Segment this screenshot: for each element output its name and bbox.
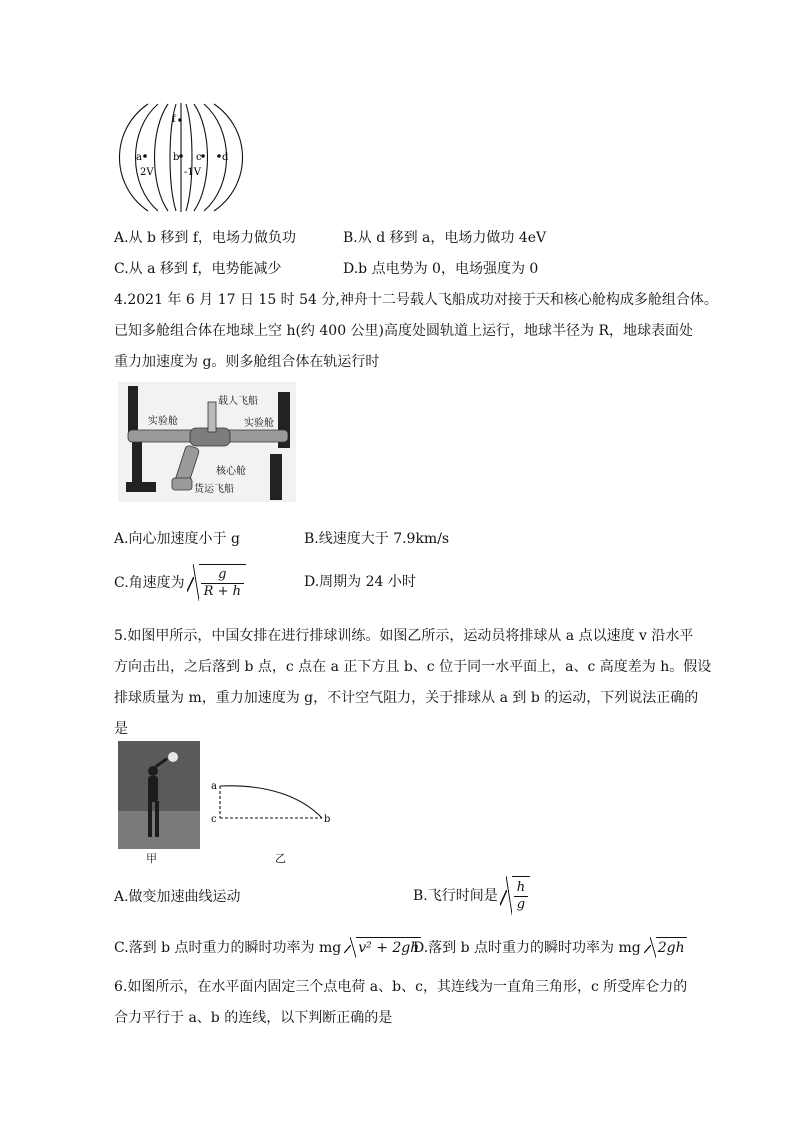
q4-stem-line-1: 4.2021 年 6 月 17 日 15 时 54 分,神舟十二号载人飞船成功对接于天和核心舱构成多舱组合体。: [114, 292, 718, 308]
label-c: c: [211, 814, 217, 825]
q5-b-denominator: g: [516, 896, 526, 912]
q5-stem-line-3: 排球质量为 m，重力加速度为 g，不计空气阻力，关于排球从 a 到 b 的运动，下列说法正确的: [114, 690, 699, 706]
point-a: [143, 154, 147, 158]
q5-option-c-prefix: C.落到 b 点时重力的瞬时功率为 mg: [114, 939, 342, 956]
point-b: [179, 154, 183, 158]
q6-stem-line-1: 6.如图所示，在水平面内固定三个点电荷 a、b、c，其连线为一直角三角形，c 所受库仑力的: [114, 979, 688, 995]
q5-option-d: [413, 937, 687, 958]
label-crew-ship: 载人飞船: [218, 396, 258, 407]
space-station-photo: [118, 382, 296, 502]
q4-option-d: D.周期为 24 小时: [304, 574, 416, 590]
point-c: [201, 154, 205, 158]
q4-c-numerator: g: [201, 567, 244, 584]
q5-option-a: A.做变加速曲线运动: [114, 889, 241, 905]
q3-option-b: B.从 d 移到 a，电场力做功 4eV: [343, 230, 547, 246]
q5-stem-line-2: 方向击出，之后落到 b 点，c 点在 a 正下方且 b、c 位于同一水平面上，a、c 高度差为 h。假设: [114, 659, 712, 675]
point-d: [217, 154, 221, 158]
q4-c-denominator: R + h: [203, 583, 241, 599]
volleyball-photo: [118, 741, 200, 849]
q5-option-b-prefix: B.飞行时间是: [413, 887, 498, 904]
label-c: c: [196, 152, 202, 163]
label-f: f: [172, 114, 176, 125]
caption-yi: 乙: [275, 852, 286, 865]
q5-c-radicand: v² + 2gh: [356, 937, 421, 958]
label-b: b: [173, 152, 180, 163]
field-diagram: [118, 100, 248, 215]
label-a: a: [136, 152, 142, 163]
q3-option-d: D.b 点电势为 0，电场强度为 0: [343, 261, 539, 277]
label-d: d: [222, 152, 229, 163]
label-a: a: [211, 781, 217, 792]
label-lab-right: 实验舱: [244, 418, 274, 429]
q4-option-c-prefix: C.角速度为: [114, 574, 185, 591]
q5-stem-line-4: 是: [114, 721, 128, 737]
q4-option-b: B.线速度大于 7.9km/s: [304, 531, 450, 547]
label-b: b: [324, 814, 331, 825]
point-f: [178, 118, 182, 122]
q5-d-radicand: 2gh: [656, 937, 687, 958]
q3-option-c: C.从 a 移到 f，电势能减少: [114, 261, 282, 277]
label-core: 核心舱: [216, 466, 246, 477]
trajectory-diagram: [206, 774, 336, 826]
q4-stem-line-2: 已知多舱组合体在地球上空 h(约 400 公里)高度处圆轨道上运行，地球半径为 R，地球表面处: [114, 323, 694, 339]
q6-stem-line-2: 合力平行于 a、b 的连线，以下判断正确的是: [114, 1010, 393, 1026]
q3-option-a: A.从 b 移到 f，电场力做负功: [114, 230, 297, 246]
q5-option-d-prefix: D.落到 b 点时重力的瞬时功率为 mg: [413, 939, 641, 956]
q5-option-b: [413, 876, 530, 915]
label-cargo: 货运飞船: [194, 484, 234, 495]
label-2v: 2V: [140, 167, 154, 178]
q5-b-numerator: h: [514, 880, 528, 897]
q5-stem-line-1: 5.如图甲所示，中国女排在进行排球训练。如图乙所示，运动员将排球从 a 点以速度 v 沿水平: [114, 628, 694, 644]
label-minus1v: -1V: [184, 167, 201, 178]
caption-jia: 甲: [146, 852, 157, 865]
q4-option-a: A.向心加速度小于 g: [114, 531, 240, 547]
q4-stem-line-3: 重力加速度为 g。则多舱组合体在轨运行时: [114, 354, 380, 370]
label-lab-left: 实验舱: [148, 416, 178, 427]
q5-option-c: [114, 937, 421, 958]
q4-option-c: [114, 564, 246, 601]
